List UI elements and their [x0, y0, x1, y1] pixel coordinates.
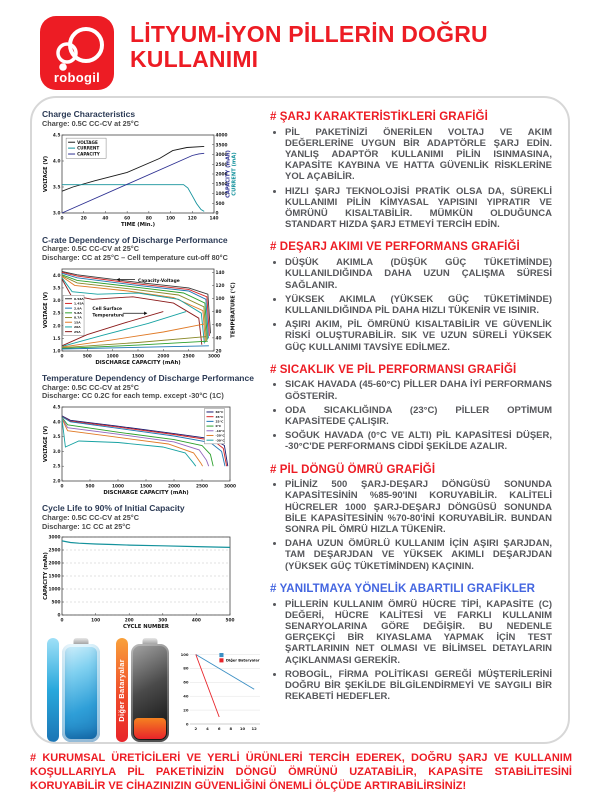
svg-text:CURRENT (mA): CURRENT (mA) — [231, 151, 238, 196]
svg-text:CAPACITY: CAPACITY — [77, 151, 100, 157]
svg-text:120: 120 — [215, 283, 225, 289]
svg-text:-10°C: -10°C — [215, 428, 225, 433]
svg-text:0: 0 — [215, 211, 219, 217]
svg-text:TIME (Min.): TIME (Min.) — [120, 221, 156, 228]
svg-text:500: 500 — [82, 354, 92, 360]
svg-text:500: 500 — [85, 484, 95, 490]
svg-text:100: 100 — [215, 296, 225, 302]
svg-text:6: 6 — [217, 726, 221, 732]
svg-text:1000: 1000 — [112, 484, 124, 490]
other-battery-group — [111, 638, 173, 744]
svg-text:40: 40 — [102, 216, 109, 222]
svg-text:15A: 15A — [74, 320, 81, 325]
chart-charge-characteristics — [42, 110, 264, 228]
bullet: • HIZLI ŞARJ TEKNOLOJİSİ PRATİK OLSA DA, SÜREKLİ KULLANIMI PİLİN KİMYASAL YAPISINI YIPRATIR VE ÖMRÜNÜ KISALTABİLİR. MÜMKÜN OLDUĞUNCA STANDART HIZDA ŞARJ ETMEYİ TERCİH EDİN. — [285, 186, 552, 231]
charge-characteristics-chart — [42, 132, 238, 228]
text-column — [264, 98, 568, 742]
svg-text:20: 20 — [215, 349, 222, 355]
svg-text:1.0: 1.0 — [52, 349, 61, 355]
svg-text:Capacity-Voltage: Capacity-Voltage — [138, 278, 180, 284]
svg-text:2500: 2500 — [182, 354, 195, 360]
bullet: • DÜŞÜK AKIMLA (DÜŞÜK GÜÇ TÜKETİMİNDE) KULLANILDIĞINDA DAHA UZUN ÇALIŞMA SÜRESİ SAĞLANIR. — [285, 257, 552, 291]
svg-text:Temperature: Temperature — [92, 313, 124, 319]
svg-text:60: 60 — [124, 216, 131, 222]
svg-text:500: 500 — [225, 618, 235, 624]
svg-text:4000: 4000 — [215, 133, 228, 139]
page-title — [130, 22, 488, 73]
svg-text:500: 500 — [215, 201, 225, 207]
svg-text:200: 200 — [124, 618, 134, 624]
svg-text:120: 120 — [187, 216, 197, 222]
svg-text:100: 100 — [180, 652, 189, 658]
full-battery-illustration — [62, 638, 100, 742]
chart-subtitle: Charge: 0.5C CC-CV at 25°C — [42, 244, 139, 254]
cycle-life-chart — [42, 534, 238, 630]
bullet: • SOĞUK HAVADA (0°C VE ALTI) PİL KAPASİTESİ DÜŞER, -30°C'DE PERFORMANS CİDDİ ŞEKİLDE AZALIR. — [285, 430, 552, 452]
other-batteries-label: Diğer Bataryalar — [117, 658, 126, 722]
bullet-list — [270, 127, 552, 231]
temperature-discharge-chart — [42, 404, 238, 496]
chart-subtitle: Discharge: 1C CC at 25°C — [42, 521, 131, 531]
chart-subtitle: Discharge: CC at 25°C – Cell temperature cut-off 80°C — [42, 253, 228, 263]
bullet: • PİL PAKETİNİZİ ÖNERİLEN VOLTAJ VE AKIM DEĞERLERİNE UYGUN BİR ADAPTÖRLE ŞARJ EDİN. YANLIŞ ADAPTÖR KULLANIMI PİLİN ISINMASINA, KAPASİTE KAYBINA VE HATTA GÜVENLİK RİSKLERİNE YOL AÇABİLİR. — [285, 127, 552, 183]
svg-text:4.0: 4.0 — [52, 420, 61, 426]
c-rate-discharge-chart — [42, 266, 238, 366]
bullet-list — [270, 479, 552, 572]
svg-text:3500: 3500 — [215, 142, 228, 148]
bullet-list — [270, 379, 552, 452]
svg-text:80: 80 — [215, 309, 222, 315]
retention-comparison-mini-chart — [180, 648, 264, 734]
battery-comparison-figure — [42, 638, 264, 744]
section-cycle-life — [270, 464, 552, 572]
bullet: • DAHA UZUN ÖMÜRLÜ KULLANIM İÇİN AŞIRI ŞARJDAN, TAM DEŞARJDAN VE YÜKSEK AKIMLI DEŞARJDAN (YÜKSEK GÜÇ TÜKETİMİNDEN) KAÇININ. — [285, 538, 552, 572]
svg-text:2000: 2000 — [215, 172, 228, 178]
svg-text:2500: 2500 — [196, 484, 208, 490]
svg-text:140: 140 — [209, 216, 219, 222]
svg-text:3.5: 3.5 — [52, 286, 61, 292]
svg-text:2000: 2000 — [168, 484, 180, 490]
section-misleading-graphs — [270, 583, 552, 702]
svg-text:2: 2 — [194, 726, 198, 732]
svg-text:45°C: 45°C — [215, 414, 224, 419]
bullet: • YÜKSEK AKIMLA (YÜKSEK GÜÇ TÜKETİMİNDE) KULLANILDIĞINDA PİL DAHA HIZLI TÜKENİR VE ISINIR. — [285, 294, 552, 316]
blue-bar — [47, 638, 59, 742]
svg-text:2.9A: 2.9A — [74, 306, 82, 311]
bullet-list — [270, 599, 552, 703]
svg-text:3.0: 3.0 — [52, 449, 61, 455]
robogil-logo — [40, 16, 114, 90]
svg-text:25A: 25A — [74, 329, 81, 334]
svg-text:1500: 1500 — [48, 574, 61, 580]
bullet-list — [270, 257, 552, 353]
svg-text:300: 300 — [158, 618, 168, 624]
battery-body — [131, 644, 169, 742]
svg-text:4.5: 4.5 — [52, 405, 61, 411]
svg-text:CURRENT: CURRENT — [77, 145, 100, 151]
section-heading: # PİL DÖNGÜ ÖMRÜ GRAFİĞİ — [270, 463, 436, 476]
svg-text:20A: 20A — [74, 324, 81, 329]
footer-note — [30, 752, 572, 793]
svg-text:VOLTAGE (V): VOLTAGE (V) — [43, 155, 50, 192]
svg-text:TEMPERATURE (°C): TEMPERATURE (°C) — [230, 282, 237, 338]
svg-text:140: 140 — [215, 270, 225, 276]
svg-text:2000: 2000 — [48, 561, 61, 567]
svg-text:0: 0 — [57, 613, 61, 619]
svg-text:1000: 1000 — [106, 354, 119, 360]
svg-text:3.0: 3.0 — [52, 211, 61, 217]
svg-text:20: 20 — [183, 707, 189, 713]
svg-text:2.0: 2.0 — [52, 324, 61, 330]
svg-text:VOLTAGE (V): VOLTAGE (V) — [43, 291, 50, 328]
svg-text:100: 100 — [166, 216, 176, 222]
chart-subtitle: Charge: 0.5C CC-CV at 25°C — [42, 512, 139, 522]
svg-text:1500: 1500 — [215, 181, 228, 187]
low-charge-fill — [134, 718, 166, 740]
svg-text:4.0: 4.0 — [52, 273, 61, 279]
chart-c-rate-discharge — [42, 236, 264, 366]
chart-title: C-rate Dependency of Discharge Performance — [42, 234, 228, 245]
chart-title: Charge Characteristics — [42, 109, 136, 119]
section-heading: # YANILTMAYA YÖNELİK ABARTILI GRAFİKLER — [270, 582, 536, 595]
svg-text:0: 0 — [60, 618, 64, 624]
svg-text:3000: 3000 — [48, 535, 61, 541]
svg-text:4: 4 — [206, 726, 209, 732]
low-battery-illustration — [131, 638, 169, 742]
svg-text:60: 60 — [215, 323, 222, 329]
svg-text:12: 12 — [251, 726, 257, 732]
svg-text:60: 60 — [183, 679, 189, 685]
svg-text:CAPACITY (mAh): CAPACITY (mAh) — [43, 552, 50, 601]
svg-text:3.5: 3.5 — [52, 185, 61, 191]
svg-text:0: 0 — [60, 484, 64, 490]
svg-text:10: 10 — [239, 726, 246, 732]
svg-text:2.0: 2.0 — [52, 479, 61, 485]
section-heading: # ŞARJ KARAKTERİSTİKLERİ GRAFİĞİ — [270, 111, 488, 123]
svg-text:3000: 3000 — [215, 152, 228, 158]
section-temperature-performance — [270, 364, 552, 453]
chart-temperature-discharge — [42, 374, 264, 496]
svg-text:80: 80 — [145, 216, 152, 222]
other-batteries-bar — [116, 638, 128, 742]
svg-text:0°C: 0°C — [215, 424, 222, 429]
bullet: • SICAK HAVADA (45-60°C) PİLLER DAHA İYİ PERFORMANS GÖSTERİR. — [285, 379, 552, 401]
svg-text:4.5: 4.5 — [52, 133, 61, 139]
svg-text:100: 100 — [91, 618, 101, 624]
svg-text:CYCLE NUMBER: CYCLE NUMBER — [123, 624, 169, 631]
section-heading: # SICAKLIK VE PİL PERFORMANSI GRAFİĞİ — [270, 363, 517, 376]
header — [0, 0, 600, 90]
svg-text:CAPACITY (mAh): CAPACITY (mAh) — [225, 149, 232, 198]
svg-text:80: 80 — [183, 666, 189, 672]
svg-text:0: 0 — [60, 354, 64, 360]
chart-subtitle: Discharge: CC 0.2C for each temp. except -30°C (1C) — [42, 391, 224, 401]
bullet: • AŞIRI AKIM, PİL ÖMRÜNÜ KISALTABİLİR VE GÜVENLİK RİSKİ OLUŞTURABİLİR. SIK VE UZUN SÜRELİ YÜKSEK GÜÇ KULLANIMI TAVSİYE EDİLMEZ. — [285, 319, 552, 353]
svg-text:DISCHARGE CAPACITY (mAh): DISCHARGE CAPACITY (mAh) — [95, 359, 181, 366]
svg-text:VOLTAGE: VOLTAGE — [77, 139, 98, 145]
svg-text:0: 0 — [185, 721, 189, 727]
svg-text:20: 20 — [80, 216, 87, 222]
bullet: • ODA SICAKLIĞINDA (23°C) PİLLER OPTİMUM KAPASİTEDE ÇALIŞIR. — [285, 405, 552, 427]
svg-text:2000: 2000 — [157, 354, 170, 360]
svg-text:0.58A: 0.58A — [74, 296, 84, 301]
svg-text:40: 40 — [215, 336, 222, 342]
svg-text:3.5: 3.5 — [52, 435, 61, 441]
svg-text:1.5: 1.5 — [52, 336, 61, 342]
svg-text:VOLTAGE (V): VOLTAGE (V) — [43, 425, 50, 463]
svg-text:-20°C: -20°C — [215, 433, 225, 438]
svg-text:3.0: 3.0 — [52, 298, 61, 304]
logo-wordmark: robogil — [53, 70, 101, 85]
robogil-battery-group — [42, 638, 104, 744]
svg-text:8.7A: 8.7A — [74, 315, 82, 320]
svg-text:2500: 2500 — [48, 548, 61, 554]
svg-text:Diğer Bataryalar: Diğer Bataryalar — [226, 658, 260, 663]
svg-text:8: 8 — [229, 726, 233, 732]
battery-body — [62, 644, 100, 742]
svg-text:25°C: 25°C — [215, 419, 224, 424]
page-title-line2: KULLANIMI — [130, 46, 259, 73]
svg-text:1000: 1000 — [48, 587, 61, 593]
svg-text:2500: 2500 — [215, 162, 228, 168]
svg-text:2.5: 2.5 — [52, 311, 61, 317]
section-discharge-current — [270, 241, 552, 352]
svg-text:40: 40 — [183, 693, 189, 699]
svg-text:-30°C: -30°C — [215, 438, 225, 443]
content-card — [30, 96, 570, 744]
chart-title: Temperature Dependency of Discharge Performance — [42, 372, 254, 383]
svg-text:500: 500 — [51, 600, 61, 606]
bullet: • PİLLERİN KULLANIM ÖMRÜ HÜCRE TİPİ, KAPASİTE (C) DEĞERİ, HÜCRE KALİTESİ VE FARKLI KULLANIM SENARYOLARINA GÖRE DEĞİŞİR. BU NEDENLE GERÇEKÇİ BİR KIYASLAMA YAPMAK İÇİN TEST ŞARTLARININ NET OLMASI VE BİLİMSEL DETAYLARIN AÇIKLANMASI GEREKİR. — [285, 599, 552, 666]
section-charge-characteristics — [270, 111, 552, 230]
svg-text:DISCHARGE CAPACITY (mAh): DISCHARGE CAPACITY (mAh) — [103, 490, 189, 497]
chart-cycle-life — [42, 504, 264, 630]
page-title-line1: LİTYUM-İYON PİLLERİN DOĞRU — [130, 21, 488, 47]
svg-text:0: 0 — [60, 216, 64, 222]
svg-text:60°C: 60°C — [215, 410, 224, 415]
svg-text:2.5: 2.5 — [52, 464, 61, 470]
bullet: • ROBOGİL, FİRMA POLİTİKASI GEREĞİ MÜŞTERİLERİNİ DOĞRU BİR ŞEKİLDE BİLGİLENDİRMEYİ VE SAYGILI BİR REKABETİ HEDEFLER. — [285, 669, 552, 703]
svg-text:5.8A: 5.8A — [74, 310, 82, 315]
chart-subtitle: Charge: 0.5C CC-CV at 25°C — [42, 118, 139, 128]
footer-text: # KURUMSAL ÜRETİCİLERİ VE YERLİ ÜRÜNLERİ TERCİH EDEREK, DOĞRU ŞARJ VE KULLANIM KOŞULLARIYLA PİL PAKETİNİZİN DÖNGÜ ÖMRÜNÜ UZATABİLİR, KAPASİTE STABİLİTESİNİ KORUYABİLİR VE CİHAZINIZIN GÜVENLİĞİNİ ÖNEMLİ ÖLÇÜDE ARTIRABİLİRSİNİZ! — [30, 752, 572, 792]
svg-text:3000: 3000 — [208, 354, 220, 360]
section-heading: # DEŞARJ AKIMI VE PERFORMANS GRAFİĞİ — [270, 241, 520, 254]
svg-text:1000: 1000 — [215, 191, 228, 197]
svg-text:1500: 1500 — [140, 484, 152, 490]
svg-text:400: 400 — [191, 618, 201, 624]
chart-subtitle: Charge: 0.5C CC-CV at 25°C — [42, 382, 139, 392]
charts-column — [32, 98, 264, 742]
bullet: • PİLİNİZ 500 ŞARJ-DEŞARJ DÖNGÜSÜ SONUNDA KAPASİTESİNİN %85-90'INI KORUYABİLİR. KALİTELİ HÜCRELER 1000 ŞARJ-DEŞARJ DÖNGÜSÜ SONUNDA BİLE KAPASİTESİNİN %70-80'İNİ KORUYABİLİR. BUNDAN SONRA PİL ÖMRÜ HIZLA TÜKENİR. — [285, 479, 552, 535]
svg-text:1500: 1500 — [132, 354, 144, 360]
svg-text:3000: 3000 — [224, 484, 236, 490]
svg-text:Cell Surface: Cell Surface — [92, 306, 123, 312]
svg-text:1.45A: 1.45A — [74, 301, 84, 306]
chart-title: Cycle Life to 90% of Initial Capacity — [42, 503, 185, 514]
svg-text:4.0: 4.0 — [52, 159, 61, 165]
